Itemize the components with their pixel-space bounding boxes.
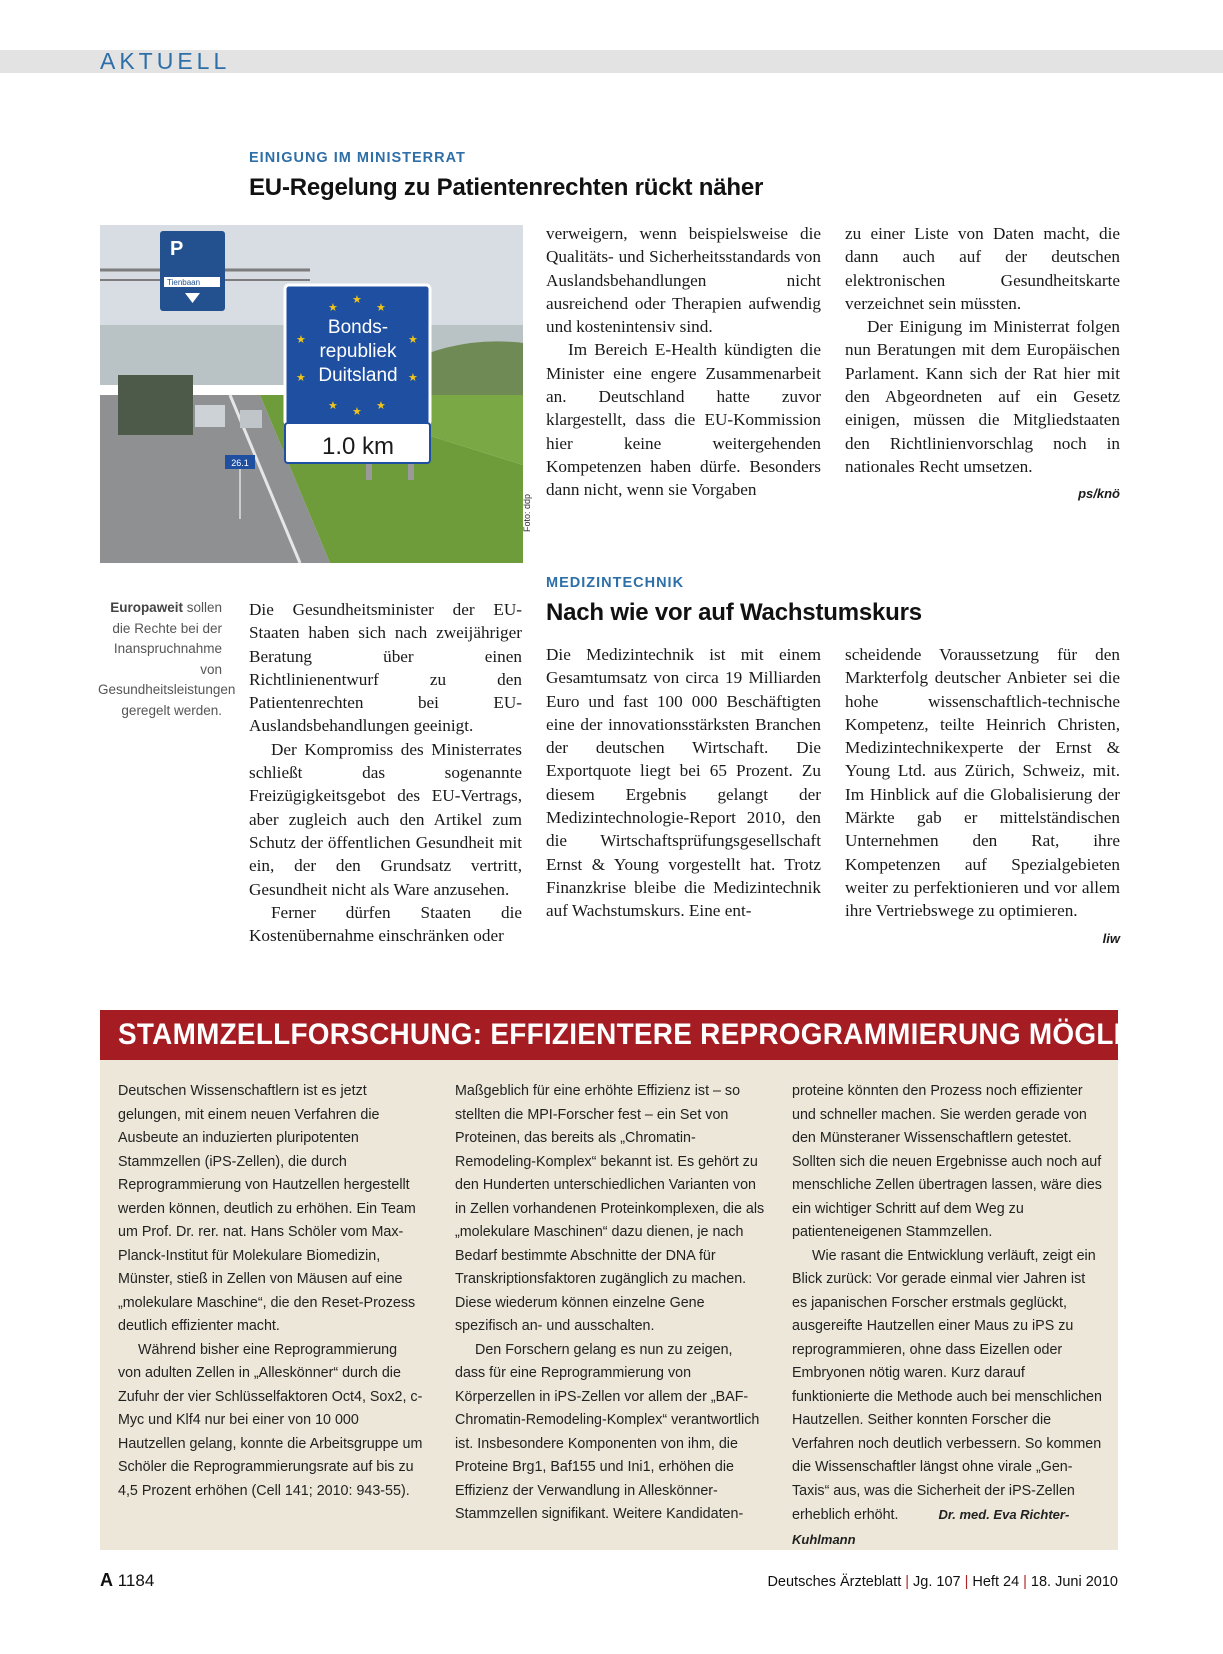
article2-kicker: MEDIZINTECHNIK — [546, 575, 685, 591]
page-prefix: A — [100, 1570, 113, 1590]
article1-photo — [100, 225, 523, 563]
page-number — [100, 1570, 154, 1591]
paragraph: Während bisher eine Reprogrammierung von adulten Zellen in „Alleskönner“ durch die Zufuhr der vier Schlüsselfaktoren Oct4, Sox2, c-Myc und Klf4 nur bei einer von 10 000 Hautzellen gelang, konnte die Arbeitsgruppe um Schöler die Reprogrammierungsrate auf bis zu 4,5 Prozent erhöhen (Cell 141; 2010: 943-55). — [118, 1341, 423, 1499]
article2-headline: Nach wie vor auf Wachstumskurs — [546, 599, 922, 626]
svg-text:★: ★ — [376, 301, 386, 314]
paragraph: Der Kompromiss des Ministerrates schließt das sogenannte Freizügigkeitsgebot des EU-Vertrags, aber zugleich auch den Artikel zum Schutz der öffentlichen Gesundheit mit ein, der den Grundsatz vertritt, Gesundheit nicht als Ware anzusehen. — [249, 739, 522, 899]
svg-text:★: ★ — [352, 405, 362, 418]
box-column-2 — [455, 1080, 765, 1527]
journal-name: Deutsches Ärzteblatt — [767, 1574, 902, 1590]
sign-distance: 1.0 km — [321, 433, 395, 460]
paragraph — [792, 1245, 1104, 1553]
sign-line-3: Duitsland — [318, 365, 398, 386]
svg-text:★: ★ — [408, 333, 418, 346]
paragraph: scheidende Voraussetzung für den Markterfolg deutscher Anbieter sei die hohe wissenschaftlich-technische Kompetenz, teilte Heinrich Christen, Medizintechnikexperte der Ernst & Young Ltd. aus Zürich, Schweiz, mit. Im Hinblick auf die Globalisierung der Märkte gab er mittelständischen Unternehmen den Rat, ihre Kompetenzen auf Spezialgebieten weiter zu perfektionieren und vor allem ihre Vertriebswege zu optimieren. — [845, 645, 1120, 921]
sign-line-1: Bonds- — [327, 317, 389, 338]
journal-issue: Heft 24 — [972, 1574, 1020, 1590]
box-signature: Dr. med. Eva Richter-Kuhlmann — [792, 1507, 1070, 1547]
svg-text:★: ★ — [376, 399, 386, 412]
box-title: STAMMZELLFORSCHUNG: EFFIZIENTERE REPROGRAMMIERUNG MÖGLICH — [118, 1018, 1163, 1051]
article2-signature: liw — [1102, 930, 1120, 946]
box-column-3 — [792, 1080, 1104, 1552]
article1-column-2 — [546, 222, 821, 502]
journal-date: 18. Juni 2010 — [1030, 1574, 1118, 1590]
svg-text:★: ★ — [296, 371, 306, 384]
photo-credit: Foto: ddp — [522, 493, 532, 532]
paragraph: Ferner dürfen Staaten die Kostenübernahme einschränken oder — [249, 902, 522, 946]
svg-text:★: ★ — [296, 333, 306, 346]
svg-text:★: ★ — [328, 399, 338, 412]
paragraph: proteine könnten den Prozess noch effizienter und schneller machen. Sie werden gerade von den Münsteraner Wissenschaftlern getestet. Sollten sich die neuen Ergebnisse auch noch auf menschliche Zellen übertragen lassen, wäre dies ein wichtiger Schritt auf dem Weg zu patienteneigenen Stammzellen. — [792, 1083, 1102, 1240]
box-column-1 — [118, 1080, 424, 1503]
article2-column-1 — [546, 643, 821, 923]
article1-signature: ps/knö — [1078, 486, 1120, 502]
caption-lead: Europaweit — [110, 600, 183, 615]
svg-text:★: ★ — [408, 371, 418, 384]
section-label: AKTUELL — [100, 48, 231, 74]
paragraph: Den Forschern gelang es nun zu zeigen, dass für eine Reprogrammierung von Körperzellen in iPS-Zellen vor allem der „BAF-Chromatin-Remodeling-Komplex“ verantwortlich ist. Insbesondere Komponenten von ihm, die Proteine Brg1, Baf155 und Ini1, erhöhen die Effizienz der Verwandlung in Alleskönner-Stammzellen signifikant. Weitere Kandidaten- — [455, 1341, 760, 1522]
svg-text:★: ★ — [352, 293, 362, 306]
gantry-sign-label: Tienbaan — [167, 278, 201, 287]
paragraph: zu einer Liste von Daten macht, die dann auch auf der deutschen elektronischen Gesundheitskarte verzeichnet sein müssten. — [845, 224, 1120, 313]
page-number-value: 1184 — [117, 1571, 155, 1590]
svg-text:★: ★ — [328, 301, 338, 314]
journal-footer: Deutsches Ärzteblatt | Jg. 107 | Heft 24 | 18. Juni 2010 — [767, 1574, 1118, 1590]
paragraph: verweigern, wenn beispielsweise die Qualitäts- und Sicherheitsstandards von Auslandsbehandlungen nicht ausreichend oder Therapien aufwendig und kostenintensiv sind. — [546, 224, 821, 337]
article1-column-1 — [249, 598, 522, 947]
article1-column-3 — [845, 222, 1120, 506]
article1-kicker: EINIGUNG IM MINISTERRAT — [249, 150, 466, 166]
paragraph: Der Einigung im Ministerrat folgen nun Beratungen mit dem Europäischen Parlament. Kann sich der Rat hier mit den Abgeordneten auf ein Gesetz einigen, müssen die Mitgliedstaaten den Richtlinienvorschlag noch in nationales Recht umsetzen. — [845, 317, 1120, 476]
article2-column-2 — [845, 643, 1120, 950]
paragraph-text: Wie rasant die Entwicklung verläuft, zeigt ein Blick zurück: Vor gerade einmal vier Jahren ist es japanischen Forscher erstmals geglückt, ausgereifte Hautzellen einer Maus zu iPS zu reprogrammieren, ohne dass Eizellen oder Embryonen nötig waren. Kurz darauf funktionierte die Methode auch bei menschlichen Hautzellen. Seither konnten Forscher die Verfahren noch deutlich verbessern. So kommen die Wissenschaftler längst ohne virale „Gen-Taxis“ aus, was die Sicherheit der iPS-Zellen erheblich erhöht. — [792, 1247, 1102, 1523]
paragraph: Im Bereich E-Health kündigten die Minister eine engere Zusammenarbeit an. Deutschland hatte zuvor klargestellt, dass die EU-Kommission hier keine weitergehenden Kompetenzen haben dürfe. Besonders dann nicht, wenn sie Vorgaben — [546, 340, 821, 500]
article1-headline: EU-Regelung zu Patientenrechten rückt näher — [249, 174, 764, 201]
caption-text: sollen die Rechte bei der Inanspruchnahme von Gesundheitsleistungen geregelt werden. — [98, 600, 236, 718]
paragraph: Deutschen Wissenschaftlern ist es jetzt gelungen, mit einem neuen Verfahren die Ausbeute an induzierten pluripotenten Stammzellen (iPS-Zellen), die durch Reprogrammierung von Hautzellen hergestellt werden können, deutlich zu erhöhen. Ein Team um Prof. Dr. rer. nat. Hans Schöler vom Max-Planck-Institut für Molekulare Biomedizin, Münster, stieß in Zellen von Mäusen auf eine „molekulare Maschine“, die den Reset-Prozess deutlich effizienter macht. — [118, 1083, 416, 1334]
sign-line-2: republiek — [319, 341, 397, 362]
journal-volume: Jg. 107 — [913, 1574, 961, 1590]
paragraph: Maßgeblich für eine erhöhte Effizienz ist – so stellten die MPI-Forscher fest – ein Set von Proteinen, das bereits als „Chromatin-Remodeling-Komplex“ bekannt ist. Es gehört zu den Hunderten unterschiedlichen Varianten von in Zellen vorhandenen Proteinkomplexen, die als „molekulare Maschinen“ dazu dienen, je nach Bedarf bestimmte Abschnitte der DNA für Transkriptionsfaktoren zugänglich zu machen. Diese wiederum können einzelne Gene spezifisch an- und ausschalten. — [455, 1083, 765, 1334]
road-marker: 26.1 — [231, 458, 249, 468]
photo-caption — [98, 598, 236, 722]
paragraph: Die Medizintechnik ist mit einem Gesamtumsatz von circa 19 Milliarden Euro und fast 100 000 Beschäftigten eine der innovationsstärksten Branchen der deutschen Wirtschaft. Die Exportquote liegt bei 65 Prozent. Zu diesem Ergebnis gelangt der Medizintechnologie-Report 2010, den die Wirtschaftsprüfungsgesellschaft Ernst & Young vorgestellt hat. Trotz Finanzkrise bleibe die Medizintechnik auf Wachstumskurs. Eine ent- — [546, 645, 821, 921]
gantry-sign-letter: P — [170, 238, 184, 260]
paragraph: Die Gesundheitsminister der EU-Staaten haben sich nach zweijähriger Beratung über einen Richtlinienentwurf zu den Patientenrechten bei EU-Auslandsbehandlungen geeinigt. — [249, 600, 522, 736]
